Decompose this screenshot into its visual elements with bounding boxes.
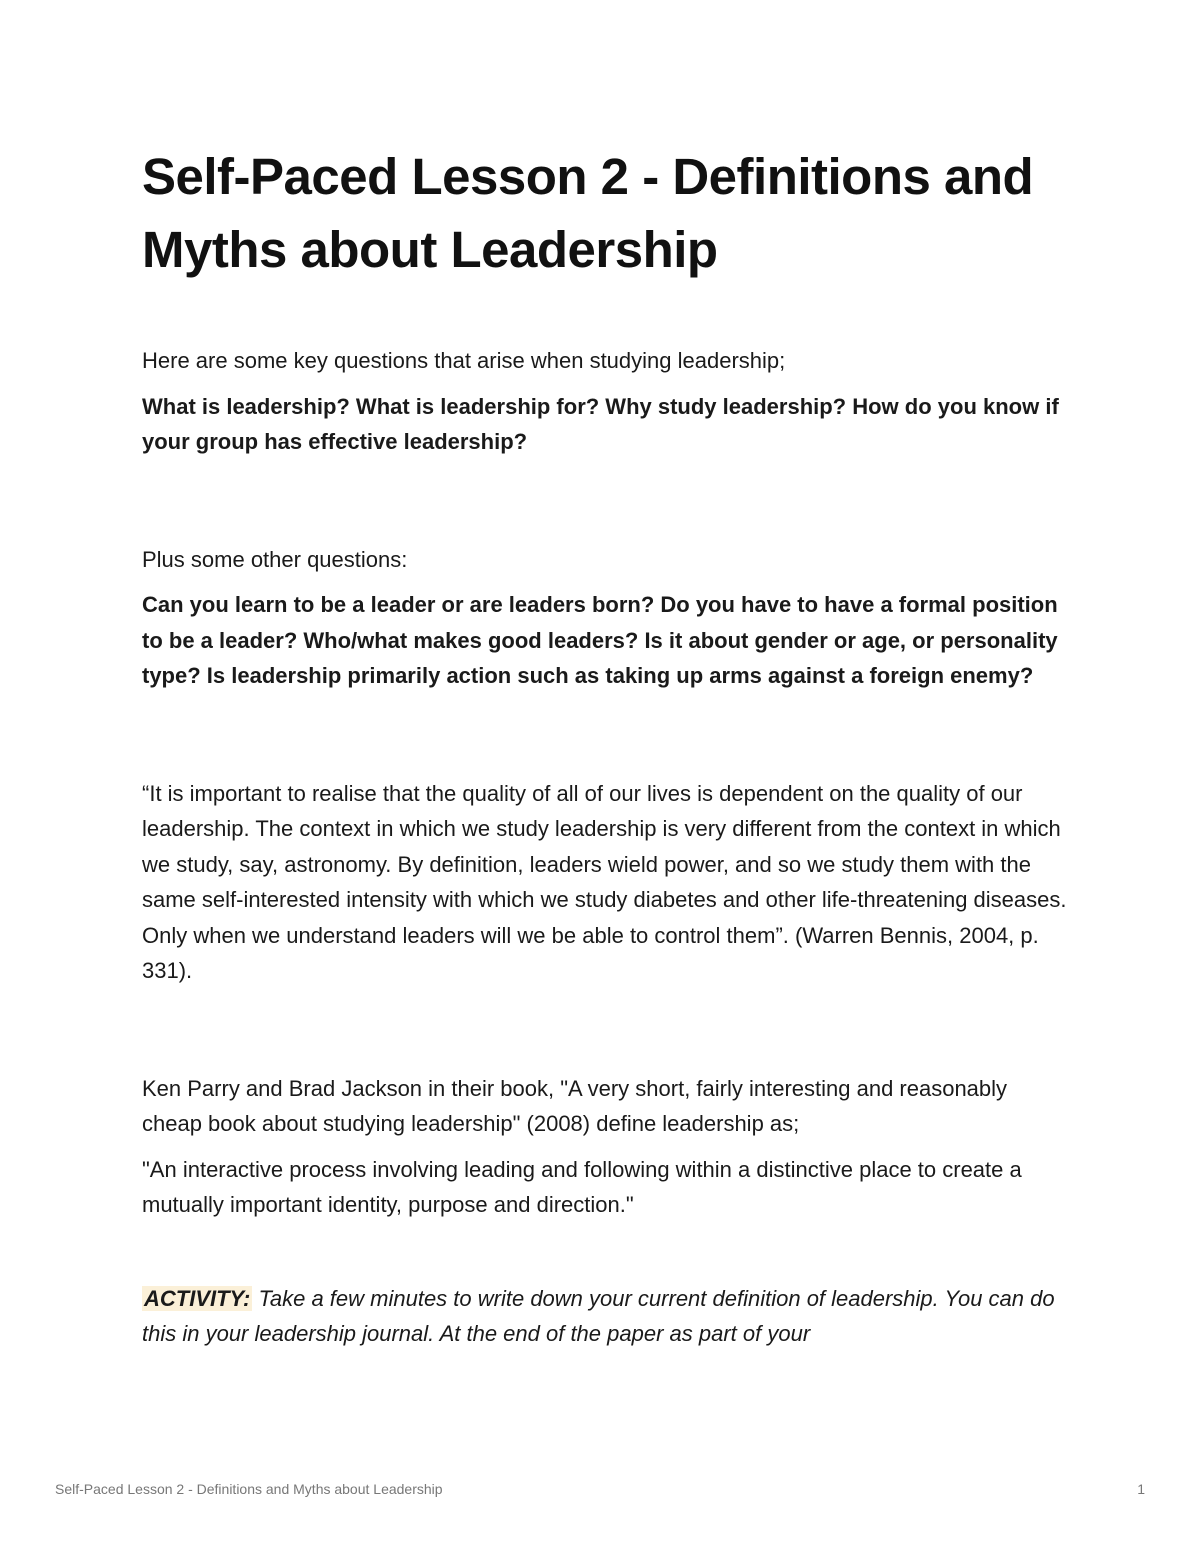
- bennis-quote-paragraph: “It is important to realise that the quality of all of our lives is dependent on the quality of our leadership. The context in which we study leadership is very different from the context in which we study, say, astronomy. By definition, leaders wield power, and so we study them with the same self-interested intensity with which we study diabetes and other life-threatening diseases. Only when we understand leaders will we be able to control them”. (Warren Bennis, 2004, p. 331).: [142, 780, 1067, 983]
- key-questions-paragraph: What is leadership? What is leadership for? Why study leadership? How do you know if your group has effective leadership?: [142, 393, 1059, 454]
- other-questions-paragraph: Can you learn to be a leader or are leaders born? Do you have to have a formal position to be a leader? Who/what makes good leaders? Is it about gender or age, or personality type? Is leadership primarily action such as taking up arms against a foreign enemy?: [142, 592, 1058, 688]
- page-title: Self-Paced Lesson 2 - Definitions and Myths about Leadership: [142, 148, 1034, 278]
- footer-title: Self-Paced Lesson 2 - Definitions and Myths about Leadership: [55, 1481, 443, 1497]
- parry-jackson-paragraph: Ken Parry and Brad Jackson in their book, "A very short, fairly interesting and reasonably cheap book about studying leadership" (2008) define leadership as;: [142, 1075, 1008, 1136]
- activity-paragraph: [142, 1281, 1067, 1352]
- activity-text: Take a few minutes to write down your current definition of leadership. You can do this in your leadership journal. At the end of the paper as part of your: [142, 1285, 1055, 1346]
- activity-label: ACTIVITY:: [144, 1285, 251, 1311]
- other-questions-intro: Plus some other questions:: [142, 546, 408, 572]
- leadership-definition-paragraph: "An interactive process involving leading and following within a distinctive place to create a mutually important identity, purpose and direction.": [142, 1156, 1022, 1217]
- footer-page-number: 1: [1137, 1481, 1145, 1497]
- page-footer: [55, 1481, 1145, 1497]
- intro-paragraph: Here are some key questions that arise when studying leadership;: [142, 348, 786, 373]
- page-content: [142, 140, 1067, 1352]
